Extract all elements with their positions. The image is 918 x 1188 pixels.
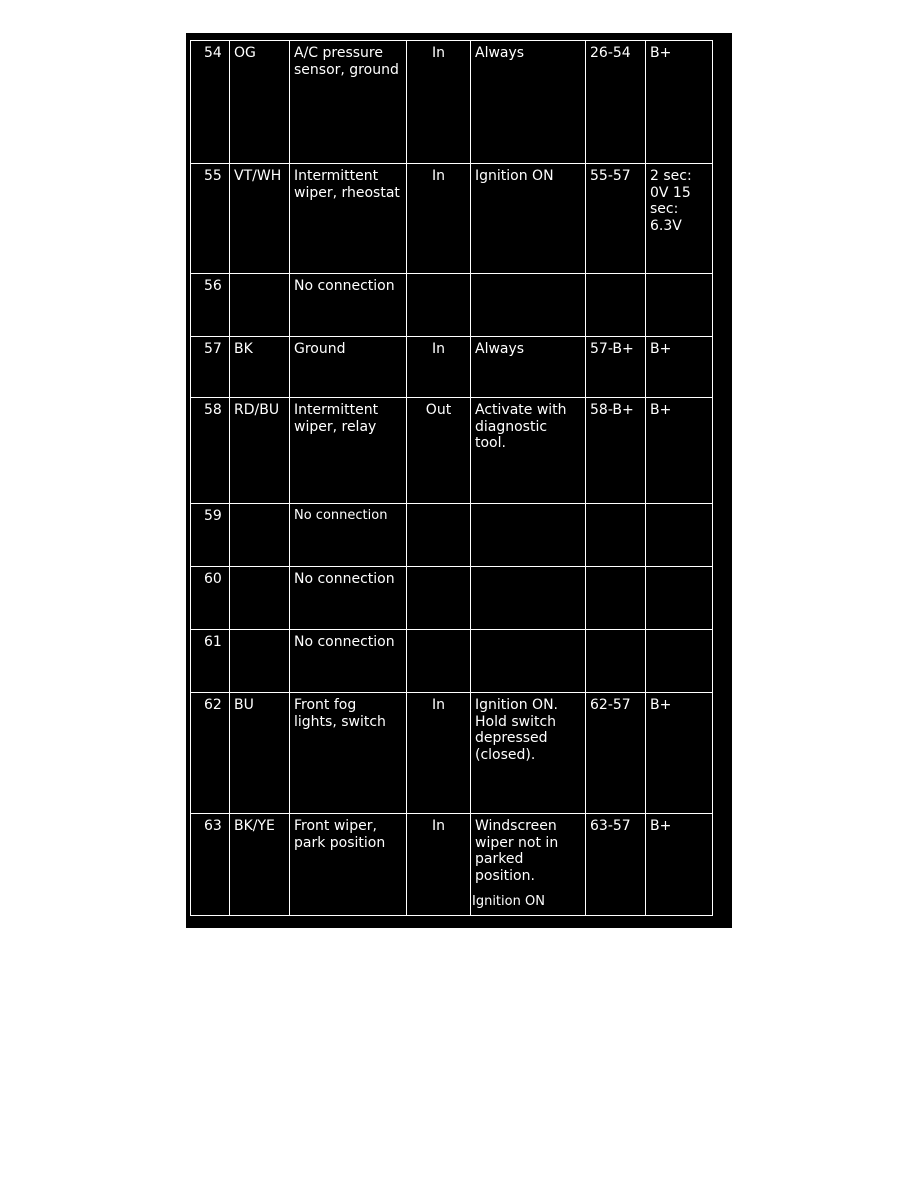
wire-color-cell: VT/WH bbox=[230, 164, 290, 274]
mode-cell: Out bbox=[407, 398, 471, 504]
wire-color-cell: BK/YE bbox=[230, 814, 290, 916]
measure-point-cell: 62-57 bbox=[586, 693, 646, 814]
measure-point-cell: 58-B+ bbox=[586, 398, 646, 504]
table-row bbox=[191, 41, 713, 164]
pin-number-cell: 63 bbox=[191, 814, 230, 916]
wire-color-cell bbox=[230, 630, 290, 693]
wire-color-cell bbox=[230, 504, 290, 567]
condition-cell bbox=[471, 504, 586, 567]
measure-point-cell bbox=[586, 504, 646, 567]
mode-cell bbox=[407, 504, 471, 567]
measure-point-cell bbox=[586, 274, 646, 337]
condition-cell bbox=[471, 630, 586, 693]
mode-cell bbox=[407, 567, 471, 630]
value-cell: B+ bbox=[646, 814, 713, 916]
measure-point-cell bbox=[586, 567, 646, 630]
value-cell: B+ bbox=[646, 693, 713, 814]
value-cell: 2 sec: 0V 15 sec: 6.3V bbox=[646, 164, 713, 274]
table-row bbox=[191, 693, 713, 814]
description-cell: Ground bbox=[290, 337, 407, 398]
pin-number-cell: 61 bbox=[191, 630, 230, 693]
table-row bbox=[191, 164, 713, 274]
value-cell: B+ bbox=[646, 337, 713, 398]
condition-cell bbox=[471, 567, 586, 630]
mode-cell: In bbox=[407, 814, 471, 916]
pin-number-cell: 56 bbox=[191, 274, 230, 337]
description-cell: Intermittent wiper, rheostat bbox=[290, 164, 407, 274]
value-cell bbox=[646, 274, 713, 337]
table-row bbox=[191, 814, 713, 916]
mode-cell bbox=[407, 630, 471, 693]
mode-cell: In bbox=[407, 693, 471, 814]
pin-number-cell: 55 bbox=[191, 164, 230, 274]
description-cell: Intermittent wiper, relay bbox=[290, 398, 407, 504]
pin-number-cell: 58 bbox=[191, 398, 230, 504]
condition-extra-text: Ignition ON bbox=[472, 894, 545, 909]
value-cell bbox=[646, 567, 713, 630]
condition-cell: Always bbox=[471, 337, 586, 398]
value-cell: B+ bbox=[646, 41, 713, 164]
measure-point-cell: 57-B+ bbox=[586, 337, 646, 398]
condition-cell: Ignition ON bbox=[471, 164, 586, 274]
value-cell bbox=[646, 630, 713, 693]
table-row bbox=[191, 274, 713, 337]
pin-number-cell: 59 bbox=[191, 504, 230, 567]
wire-color-cell: RD/BU bbox=[230, 398, 290, 504]
wire-color-cell: OG bbox=[230, 41, 290, 164]
description-cell: No connection bbox=[290, 274, 407, 337]
mode-cell bbox=[407, 274, 471, 337]
wire-color-cell: BU bbox=[230, 693, 290, 814]
measure-point-cell: 26-54 bbox=[586, 41, 646, 164]
description-cell: Front wiper, park position bbox=[290, 814, 407, 916]
pin-table bbox=[190, 40, 713, 916]
condition-text: Windscreen wiper not in parked position. bbox=[475, 818, 559, 884]
description-cell: Front fog lights, switch bbox=[290, 693, 407, 814]
table-row bbox=[191, 567, 713, 630]
measure-point-cell: 63-57 bbox=[586, 814, 646, 916]
condition-cell: Always bbox=[471, 41, 586, 164]
value-cell bbox=[646, 504, 713, 567]
table-row bbox=[191, 337, 713, 398]
wire-color-cell: BK bbox=[230, 337, 290, 398]
mode-cell: In bbox=[407, 337, 471, 398]
value-cell: B+ bbox=[646, 398, 713, 504]
table-row bbox=[191, 630, 713, 693]
pin-number-cell: 57 bbox=[191, 337, 230, 398]
description-cell: A/C pressure sensor, ground bbox=[290, 41, 407, 164]
measure-point-cell: 55-57 bbox=[586, 164, 646, 274]
pin-number-cell: 62 bbox=[191, 693, 230, 814]
wire-color-cell bbox=[230, 274, 290, 337]
measure-point-cell bbox=[586, 630, 646, 693]
description-cell: No connection bbox=[290, 630, 407, 693]
pin-number-cell: 60 bbox=[191, 567, 230, 630]
description-cell: No connection bbox=[290, 504, 407, 567]
table-row bbox=[191, 504, 713, 567]
mode-cell: In bbox=[407, 164, 471, 274]
table-row bbox=[191, 398, 713, 504]
wire-color-cell bbox=[230, 567, 290, 630]
description-cell: No connection bbox=[290, 567, 407, 630]
condition-cell bbox=[471, 274, 586, 337]
mode-cell: In bbox=[407, 41, 471, 164]
pin-table-panel bbox=[186, 33, 732, 928]
condition-cell: Activate with diagnostic tool. bbox=[471, 398, 586, 504]
condition-cell bbox=[471, 814, 586, 916]
pin-table-body bbox=[191, 41, 713, 916]
condition-cell: Ignition ON. Hold switch depressed (closed). bbox=[471, 693, 586, 814]
pin-number-cell: 54 bbox=[191, 41, 230, 164]
